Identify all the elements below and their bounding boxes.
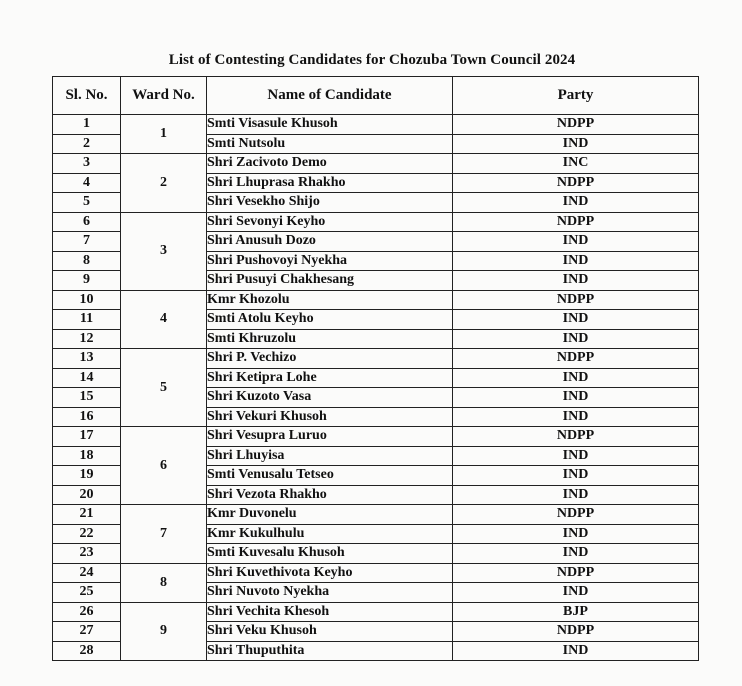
candidate-name-cell: Shri Vesupra Luruo bbox=[207, 427, 453, 447]
candidates-table bbox=[52, 76, 699, 661]
candidate-name-cell: Shri Anusuh Dozo bbox=[207, 232, 453, 252]
candidate-name-cell: Shri Zacivoto Demo bbox=[207, 154, 453, 174]
serial-number-cell: 11 bbox=[53, 310, 121, 330]
party-cell: NDPP bbox=[453, 427, 699, 447]
serial-number-cell: 3 bbox=[53, 154, 121, 174]
table-row bbox=[53, 115, 699, 135]
candidate-name-cell: Shri Vezota Rhakho bbox=[207, 485, 453, 505]
header-sl-no: Sl. No. bbox=[53, 77, 121, 115]
candidate-name-cell: Shri Lhuprasa Rhakho bbox=[207, 173, 453, 193]
party-cell: IND bbox=[453, 134, 699, 154]
candidate-name-cell: Shri Vekuri Khusoh bbox=[207, 407, 453, 427]
party-cell: NDPP bbox=[453, 173, 699, 193]
party-cell: IND bbox=[453, 388, 699, 408]
party-cell: NDPP bbox=[453, 290, 699, 310]
party-cell: IND bbox=[453, 368, 699, 388]
candidate-name-cell: Shri Thuputhita bbox=[207, 641, 453, 661]
candidate-name-cell: Smti Venusalu Tetseo bbox=[207, 466, 453, 486]
candidate-name-cell: Kmr Kukulhulu bbox=[207, 524, 453, 544]
candidate-name-cell: Shri Veku Khusoh bbox=[207, 622, 453, 642]
serial-number-cell: 23 bbox=[53, 544, 121, 564]
ward-number-cell: 1 bbox=[121, 115, 207, 154]
candidate-name-cell: Smti Atolu Keyho bbox=[207, 310, 453, 330]
party-cell: NDPP bbox=[453, 505, 699, 525]
serial-number-cell: 2 bbox=[53, 134, 121, 154]
table-row bbox=[53, 602, 699, 622]
candidate-name-cell: Shri Lhuyisa bbox=[207, 446, 453, 466]
party-cell: IND bbox=[453, 485, 699, 505]
serial-number-cell: 26 bbox=[53, 602, 121, 622]
table-row bbox=[53, 290, 699, 310]
table-row bbox=[53, 212, 699, 232]
party-cell: INC bbox=[453, 154, 699, 174]
party-cell: IND bbox=[453, 251, 699, 271]
party-cell: IND bbox=[453, 232, 699, 252]
table-row bbox=[53, 154, 699, 174]
serial-number-cell: 10 bbox=[53, 290, 121, 310]
candidate-name-cell: Smti Kuvesalu Khusoh bbox=[207, 544, 453, 564]
candidate-name-cell: Shri Sevonyi Keyho bbox=[207, 212, 453, 232]
document-title: List of Contesting Candidates for Chozuba Town Council 2024 bbox=[168, 52, 576, 68]
ward-number-cell: 3 bbox=[121, 212, 207, 290]
serial-number-cell: 4 bbox=[53, 173, 121, 193]
candidate-name-cell: Smti Nutsolu bbox=[207, 134, 453, 154]
ward-number-cell: 9 bbox=[121, 602, 207, 661]
party-cell: IND bbox=[453, 310, 699, 330]
party-cell: IND bbox=[453, 271, 699, 291]
serial-number-cell: 8 bbox=[53, 251, 121, 271]
party-cell: IND bbox=[453, 407, 699, 427]
party-cell: IND bbox=[453, 193, 699, 213]
header-row bbox=[53, 77, 699, 115]
header-ward-no: Ward No. bbox=[121, 77, 207, 115]
candidate-name-cell: Shri Pushovoyi Nyekha bbox=[207, 251, 453, 271]
party-cell: IND bbox=[453, 544, 699, 564]
serial-number-cell: 18 bbox=[53, 446, 121, 466]
party-cell: IND bbox=[453, 466, 699, 486]
candidate-name-cell: Smti Khruzolu bbox=[207, 329, 453, 349]
header-candidate-name: Name of Candidate bbox=[207, 77, 453, 115]
serial-number-cell: 22 bbox=[53, 524, 121, 544]
table-row bbox=[53, 563, 699, 583]
candidate-name-cell: Kmr Duvonelu bbox=[207, 505, 453, 525]
serial-number-cell: 16 bbox=[53, 407, 121, 427]
party-cell: NDPP bbox=[453, 349, 699, 369]
table-body bbox=[53, 115, 699, 661]
candidate-name-cell: Shri Kuzoto Vasa bbox=[207, 388, 453, 408]
ward-number-cell: 4 bbox=[121, 290, 207, 349]
serial-number-cell: 7 bbox=[53, 232, 121, 252]
ward-number-cell: 5 bbox=[121, 349, 207, 427]
serial-number-cell: 1 bbox=[53, 115, 121, 135]
serial-number-cell: 9 bbox=[53, 271, 121, 291]
serial-number-cell: 13 bbox=[53, 349, 121, 369]
candidate-name-cell: Shri Kuvethivota Keyho bbox=[207, 563, 453, 583]
party-cell: NDPP bbox=[453, 563, 699, 583]
ward-number-cell: 2 bbox=[121, 154, 207, 213]
candidate-name-cell: Shri Pusuyi Chakhesang bbox=[207, 271, 453, 291]
serial-number-cell: 19 bbox=[53, 466, 121, 486]
serial-number-cell: 21 bbox=[53, 505, 121, 525]
candidate-name-cell: Kmr Khozolu bbox=[207, 290, 453, 310]
table-row bbox=[53, 505, 699, 525]
party-cell: IND bbox=[453, 524, 699, 544]
party-cell: IND bbox=[453, 583, 699, 603]
candidate-name-cell: Shri Nuvoto Nyekha bbox=[207, 583, 453, 603]
party-cell: IND bbox=[453, 329, 699, 349]
candidate-name-cell: Shri P. Vechizo bbox=[207, 349, 453, 369]
serial-number-cell: 14 bbox=[53, 368, 121, 388]
serial-number-cell: 15 bbox=[53, 388, 121, 408]
serial-number-cell: 12 bbox=[53, 329, 121, 349]
party-cell: IND bbox=[453, 446, 699, 466]
serial-number-cell: 17 bbox=[53, 427, 121, 447]
party-cell: NDPP bbox=[453, 622, 699, 642]
party-cell: BJP bbox=[453, 602, 699, 622]
serial-number-cell: 28 bbox=[53, 641, 121, 661]
ward-number-cell: 7 bbox=[121, 505, 207, 564]
party-cell: NDPP bbox=[453, 115, 699, 135]
candidate-name-cell: Shri Ketipra Lohe bbox=[207, 368, 453, 388]
serial-number-cell: 25 bbox=[53, 583, 121, 603]
candidate-name-cell: Shri Vesekho Shijo bbox=[207, 193, 453, 213]
table-row bbox=[53, 427, 699, 447]
header-party: Party bbox=[453, 77, 699, 115]
serial-number-cell: 6 bbox=[53, 212, 121, 232]
ward-number-cell: 6 bbox=[121, 427, 207, 505]
serial-number-cell: 20 bbox=[53, 485, 121, 505]
ward-number-cell: 8 bbox=[121, 563, 207, 602]
table-row bbox=[53, 349, 699, 369]
party-cell: NDPP bbox=[453, 212, 699, 232]
serial-number-cell: 27 bbox=[53, 622, 121, 642]
party-cell: IND bbox=[453, 641, 699, 661]
serial-number-cell: 5 bbox=[53, 193, 121, 213]
candidate-name-cell: Smti Visasule Khusoh bbox=[207, 115, 453, 135]
candidate-name-cell: Shri Vechita Khesoh bbox=[207, 602, 453, 622]
serial-number-cell: 24 bbox=[53, 563, 121, 583]
